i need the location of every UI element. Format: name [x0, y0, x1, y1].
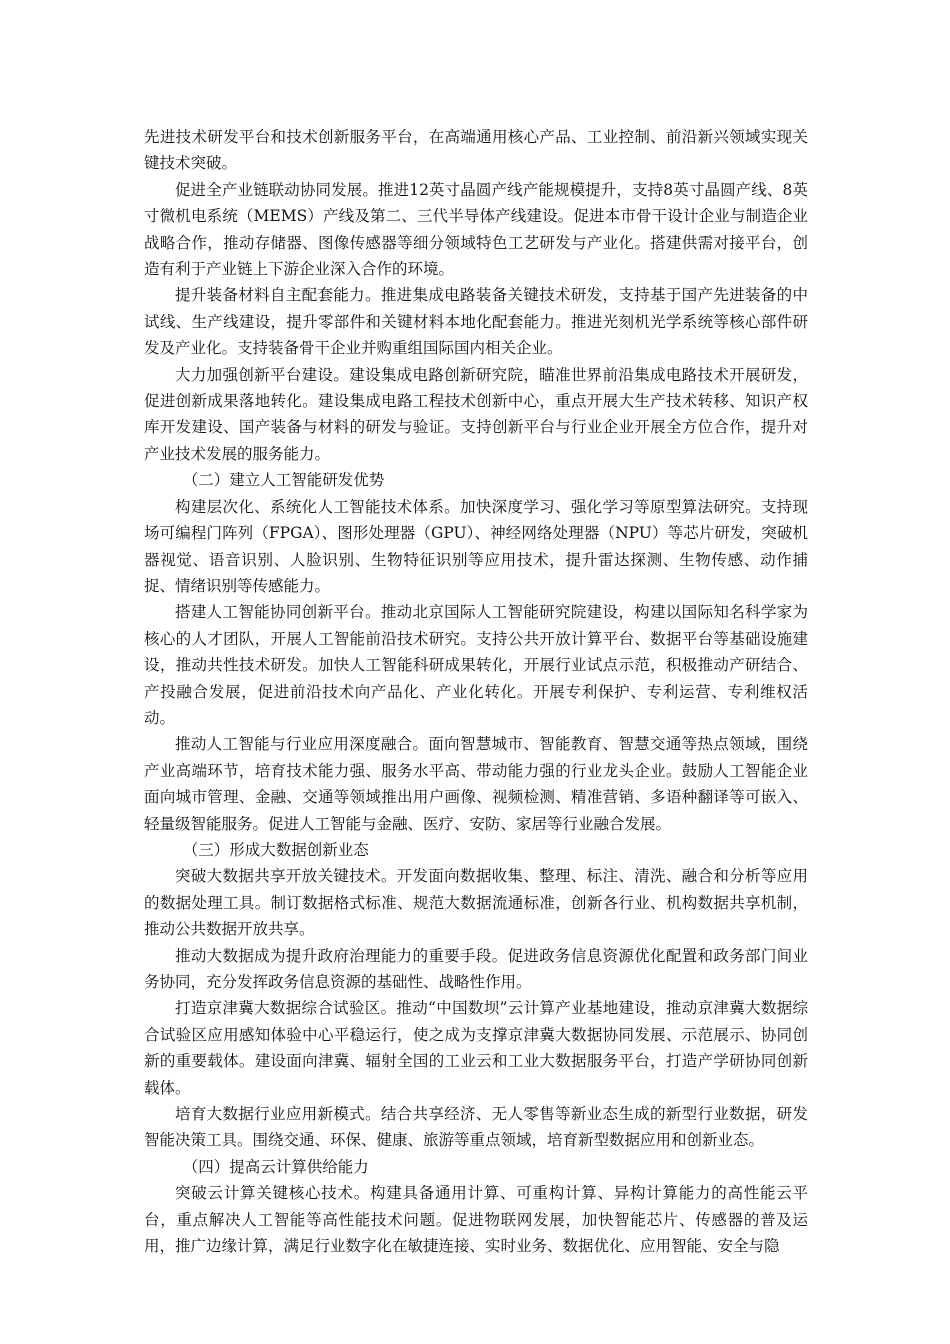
- paragraph-innovation-platform: 大力加强创新平台建设。建设集成电路创新研究院，瞄准世界前沿集成电路技术开展研发，促进创新成果落地转化。建设集成电路工程技术创新中心，重点开展大生产技术转移、知识产权库开发建设、国产装备与材料的研发与验证。支持创新平台与行业企业开展全方位合作，提升对产业技术发展的服务能力。: [144, 365, 808, 463]
- paragraph-continuation: 先进技术研发平台和技术创新服务平台，在高端通用核心产品、工业控制、前沿新兴领域实现关键技术突破。: [144, 128, 808, 173]
- paragraph-big-data-sharing: 突破大数据共享开放关键技术。开发面向数据收集、整理、标注、清洗、融合和分析等应用的数据处理工具。制订数据格式标准、规范大数据流通标准，创新各行业、机构数据共享机制，推动公共数据开放共享。: [144, 867, 808, 939]
- paragraph-cloud-core-tech: 突破云计算关键核心技术。构建具备通用计算、可重构计算、异构计算能力的高性能云平台，重点解决人工智能等高性能技术问题。促进物联网发展，加快智能芯片、传感器的普及运用，推广边缘计算，满足行业数字化在敏捷连接、实时业务、数据优化、应用智能、安全与隐: [144, 1184, 808, 1256]
- section-heading-ai: （二）建立人工智能研发优势: [182, 471, 385, 490]
- section-heading-big-data: （三）形成大数据创新业态: [182, 840, 369, 859]
- paragraph-equipment-materials: 提升装备材料自主配套能力。推进集成电路装备关键技术研发，支持基于国产先进装备的中试线、生产线建设，提升零部件和关键材料本地化配套能力。推进光刻机光学系统等核心部件研发及产业化。支持装备骨干企业并购重组国际国内相关企业。: [144, 286, 808, 358]
- section-heading-cloud: （四）提高云计算供给能力: [182, 1157, 369, 1176]
- paragraph-big-data-new-models: 培育大数据行业应用新模式。结合共享经济、无人零售等新业态生成的新型行业数据，研发智能决策工具。围绕交通、环保、健康、旅游等重点领域，培育新型数据应用和创新业态。: [144, 1105, 808, 1150]
- paragraph-ai-industry-integration: 推动人工智能与行业应用深度融合。面向智慧城市、智能教育、智慧交通等热点领域，围绕产业高端环节，培育技术能力强、服务水平高、带动能力强的行业龙头企业。鼓励人工智能企业面向城市管理、金融、交通等领域推出用户画像、视频检测、精准营销、多语种翻译等可嵌入、轻量级智能服务。促进人工智能与金融、医疗、安防、家居等行业融合发展。: [144, 735, 808, 833]
- paragraph-ai-tech-system: 构建层次化、系统化人工智能技术体系。加快深度学习、强化学习等原型算法研究。支持现场可编程门阵列（FPGA）、图形处理器（GPU）、神经网络处理器（NPU）等芯片研发，突破机器视觉、语音识别、人脸识别、生物特征识别等应用技术，提升雷达探测、生物传感、动作捕捉、情绪识别等传感能力。: [144, 497, 808, 595]
- paragraph-ai-collaboration-platform: 搭建人工智能协同创新平台。推动北京国际人工智能研究院建设，构建以国际知名科学家为核心的人才团队，开展人工智能前沿技术研究。支持公共开放计算平台、数据平台等基础设施建设，推动共性技术研发。加快人工智能科研成果转化，开展行业试点示范，积极推动产研结合、产投融合发展，促进前沿技术向产品化、产业化转化。开展专利保护、专利运营、专利维权活动。: [144, 603, 808, 727]
- document-body: [144, 124, 808, 1259]
- paragraph-jingjinji-zone: 打造京津冀大数据综合试验区。推动“中国数坝”云计算产业基地建设，推动京津冀大数据综合试验区应用感知体验中心平稳运行，使之成为支撑京津冀大数据协同发展、示范展示、协同创新的重要载体。建设面向津冀、辐射全国的工业云和工业大数据服务平台，打造产学研协同创新载体。: [144, 999, 808, 1097]
- paragraph-industry-chain: 促进全产业链联动协同发展。推进12英寸晶圆产线产能规模提升，支持8英寸晶圆产线、8英寸微机电系统（MEMS）产线及第二、三代半导体产线建设。促进本市骨干设计企业与制造企业战略合作，推动存储器、图像传感器等细分领域特色工艺研发与产业化。搭建供需对接平台，创造有利于产业链上下游企业深入合作的环境。: [144, 180, 808, 279]
- paragraph-big-data-governance: 推动大数据成为提升政府治理能力的重要手段。促进政务信息资源优化配置和政务部门间业务协同，充分发挥政务信息资源的基础性、战略性作用。: [144, 946, 808, 991]
